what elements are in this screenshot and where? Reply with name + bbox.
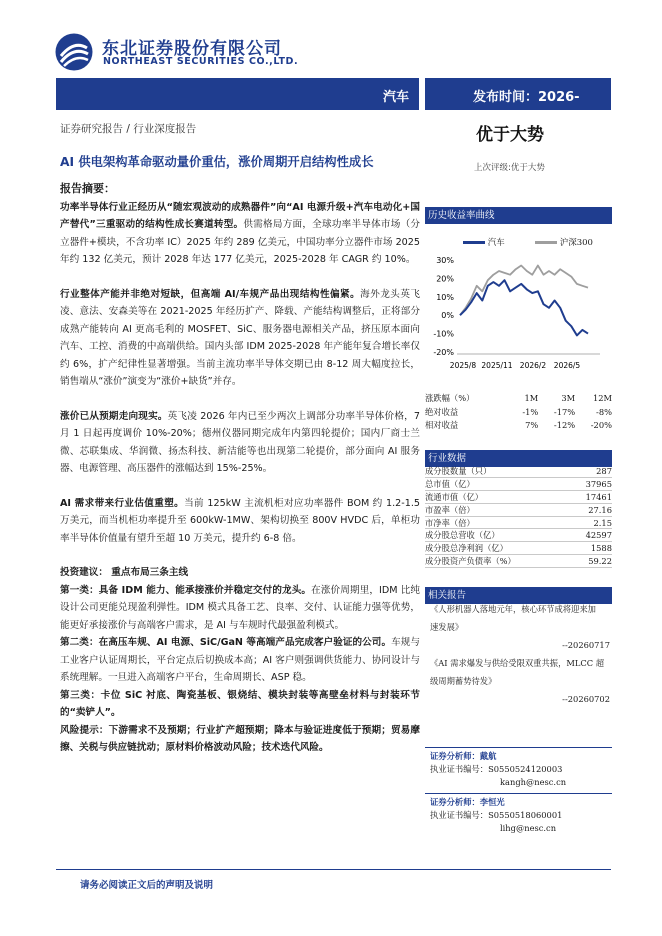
company-logo-icon [54,32,94,72]
perf-header-3m: 3M [561,393,576,403]
related-reports [430,600,610,708]
sector-row [425,529,612,542]
y-tick-label: -10% [433,329,454,339]
perf-cell: -8% [596,406,612,417]
analyst-name: 证券分析师：李恒光 [430,797,505,807]
related-report-1[interactable] [430,600,610,654]
summary-paragraph-4 [60,495,420,548]
c2-lead: 第二类：在高压车规、AI 电源、SiC/GaN 等高端产品完成客户验证的公司。 [60,637,392,648]
p1-lead: 功率半导体行业正经历从“随宏观波动的成熟器件”向“AI 电源升级+汽车电动化+国产替代”三重驱动的结构性成长赛道转型。 [60,201,420,230]
c3-lead: 第三类：卡位 SiC 衬底、陶瓷基板、银烧结、模块封装等高壁垒材料与封装环节的“卖铲人”。 [60,689,420,718]
analyst-email[interactable]: lihg@nesc.cn [500,823,557,833]
p4-lead: AI 需求带来行业估值重塑。 [60,497,185,509]
x-tick-label: 2026/2 [519,361,547,370]
p2-body: 海外龙头英飞凌、意法、安森美等在 2021-2025 年经历扩产、降载、产能结构调整后，正将部分成熟产能转向 AI 更高毛利的 MOSFET、SiC、服务器电源相关产品，挤压原本面向汽车、工控、消费的中高端供给。国内头部 IDM 2025-2028 年产能年复合增长率仅约 6%，扩产纪律性显著增强。当前主流功率半导体交期已由 8-12 周大幅度拉长，销售端从“涨价”演变为“涨价+缺货”并存。 [60,288,421,387]
sector-label: 流通市值（亿） [425,491,484,502]
sector-value: 27.16 [588,504,612,515]
related-report-title: 《人形机器人落地元年，核心环节成将迎来加 [430,604,596,614]
perf-header-label: 涨跌幅（%） [425,393,475,403]
perf-cell: 7% [525,420,539,430]
sector-value: 17461 [585,491,612,502]
c2-body: 车规与工业客户认证周期长，平台定点后切换成本高；AI 客户则强调供货能力、协同设计与系统理解。一旦进入高端客户平台，生命周期长、ASP 稳。 [60,637,421,683]
category-3 [60,687,420,722]
category-2 [60,634,420,687]
analyst-1 [430,750,610,789]
x-tick-label: 2025/8 [449,361,477,370]
related-report-title-cont: 级周期蓄势待发》 [430,676,497,686]
c1-lead: 第一类：具备 IDM 能力、能承接涨价并稳定交付的龙头。 [60,584,312,596]
company-name-cn: 东北证券股份有限公司 [102,39,282,59]
c1-body: 在涨价周期里，IDM 比纯设计公司更能兑现盈利弹性。IDM 模式具备工艺、良率、交付、认证能力强等优势，能更好承接涨价与高端客户需求，是 AI 与车规时代最强盈利模式。 [60,584,421,631]
publish-band [425,78,611,110]
y-tick-label: -20% [433,348,454,357]
sector-label: 市净率（倍） [425,517,475,528]
sector-label: 成分股资产负债率（%） [425,556,516,567]
p2-lead: 行业整体产能并非绝对短缺，但高端 AI/车规产品出现结构性偏紧。 [60,288,361,300]
related-report-date: --20260702 [562,694,610,704]
perf-header-row [425,392,612,406]
history-chart-plot [425,224,612,374]
company-name-en: NORTHEAST SECURITIES CO.,LTD. [103,56,299,67]
sector-data-heading: 行业数据 [425,450,612,467]
sector-row [425,478,612,491]
perf-cell: -1% [522,406,539,417]
sector-row [425,491,612,504]
sector-label: 汽车 [382,90,409,105]
analyst-divider [425,747,612,748]
risk-text: 风险提示：下游需求不及预期；行业扩产超预期；降本与验证进度低于预期；贸易摩擦、关税与供应链扰动；原材料价格波动风险；技术迭代风险。 [60,724,420,753]
related-report-title-cont: 速发展》 [430,622,464,632]
history-heading: 历史收益率曲线 [425,207,612,224]
perf-cell: 绝对收益 [425,406,459,417]
related-report-2[interactable] [430,654,610,708]
investment-title: 投资建议： 重点布局三条主线 [60,567,189,578]
report-title: AI 供电架构革命驱动量价重估，涨价周期开启结构性成长 [60,155,374,169]
sector-value: 37965 [585,478,612,489]
breadcrumb: 证券研究报告 / 行业深度报告 [60,123,197,135]
sector-value: 59.22 [588,556,612,567]
performance-table [425,392,612,433]
p3-lead: 涨价已从预期走向现实。 [60,410,168,422]
sector-label: 成分股数量（只） [425,466,492,476]
legend-auto-label: 汽车 [487,238,505,248]
sector-row [425,555,612,568]
p3-body: 英飞凌 2026 年内已至少两次上调部分功率半导体价格，7 月 1 日起再度调价 10%-20%；德州仪器同期完成年内第四轮提价；国内厂商士兰微、芯联集成、华润微、扬杰科技、新洁能等也出现第二轮提价，部分面向 AI 服务器、电源管理、高压器件的涨幅达到 15%-25%。 [60,410,421,474]
sector-band [56,78,419,110]
x-tick-label: 2025/11 [481,361,513,370]
related-report-title: 《AI 需求爆发与供给受限双重共振，MLCC 超 [430,658,604,668]
sector-value: 287 [596,466,612,476]
sector-row [425,517,612,530]
p1-body: 供需格局方面，全球功率半导体市场（分立器件+模块，不含功率 IC）2025 年约 289 亿美元，中国功率分立器件市场 2025 年约 132 亿美元，预计 2028 年达 177 亿美元，2025-2028 年 CAGR 约 10%。 [60,219,421,265]
analyst-divider [425,793,612,794]
rating: 优于大势 [476,125,544,145]
perf-cell: -17% [553,406,576,417]
related-heading: 相关报告 [425,587,612,604]
perf-cell: -20% [590,420,612,430]
sector-data-table [425,465,612,568]
sector-label: 成分股总净利润（亿） [425,543,508,554]
sector-label: 成分股总营收（亿） [425,530,500,541]
perf-row-relative [425,419,612,433]
y-tick-label: 30% [436,256,454,265]
sector-value: 1588 [590,543,612,554]
analyst-2 [430,796,610,835]
analyst-name: 证券分析师：戴航 [430,751,497,761]
history-chart [425,224,612,374]
sector-row [425,465,612,478]
summary-paragraph-2 [60,286,420,391]
sector-value: 2.15 [593,517,612,528]
y-tick-label: 10% [436,292,454,302]
y-tick-label: 20% [436,274,454,284]
publish-date: 发布时间：2026- [473,90,580,105]
y-tick-label: 0% [441,311,454,321]
sector-label: 市盈率（倍） [425,504,475,515]
x-tick-label: 2026/5 [553,361,581,370]
company-logo [54,32,314,76]
analyst-cert: 执业证书编号：S0550518060001 [430,810,563,820]
sector-row [425,542,612,555]
p4-body: 当前 125kW 主流机柜对应功率器件 BOM 约 1.2-1.5 万美元，而当机柜功率提升至 600kW-1MW、架构切换至 800V HVDC 后，单柜功率半导体价值量有望升至超 10 万美元，提升约 6-8 倍。 [60,497,420,544]
sector-row [425,504,612,517]
legend-csi300-label: 沪深300 [559,238,593,248]
summary-paragraph-3 [60,408,420,478]
risk-warning [60,722,420,757]
footer-disclaimer: 请务必阅读正文后的声明及说明 [80,880,214,891]
perf-cell: 相对收益 [425,420,459,430]
series-line-csi300 [460,266,588,316]
sector-value: 42597 [585,530,612,541]
perf-cell: -12% [553,420,576,430]
category-1 [60,582,420,635]
footer-divider [56,869,611,870]
related-report-date: --20260717 [562,640,610,650]
perf-header-12m: 12M [592,393,612,403]
perf-header-1m: 1M [524,393,539,403]
summary-paragraph-1 [60,199,420,269]
analyst-cert: 执业证书编号：S0550524120003 [430,764,563,774]
sector-label: 总市值（亿） [425,478,475,489]
previous-rating: 上次评级:优于大势 [474,163,545,173]
summary-heading: 报告摘要： [60,182,115,195]
summary-column [60,180,420,757]
analyst-email[interactable]: kangh@nesc.cn [500,777,567,787]
perf-row-absolute [425,406,612,420]
